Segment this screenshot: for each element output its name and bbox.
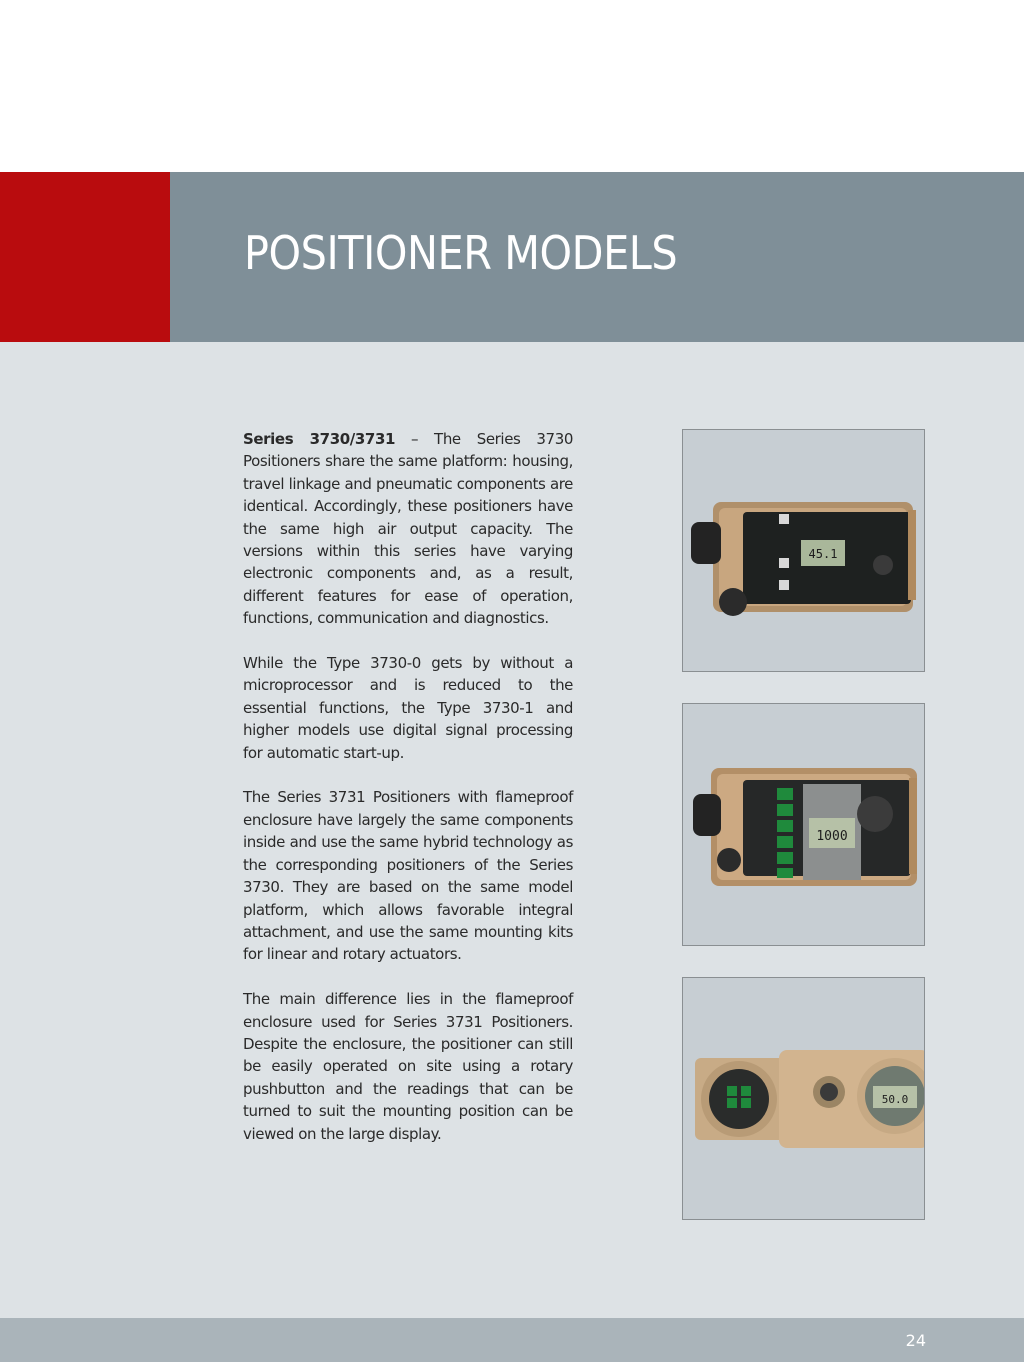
paragraph-series-intro <box>243 428 573 630</box>
paragraph-type-3730: While the Type 3730-0 gets by without a microprocessor and is reduced to the essential functions, the Type 3730-1 and higher models use digital signal processing for automatic start-up. <box>243 654 573 762</box>
photo-positioner-3730-terminals <box>682 703 925 946</box>
page-number: 24 <box>905 1331 926 1350</box>
series-lead-label: Series 3730/3731 <box>243 430 396 448</box>
photo-positioner-3731-flameproof <box>682 977 925 1220</box>
page-title: POSITIONER MODELS <box>244 226 678 280</box>
paragraph-flameproof: The main difference lies in the flameproof enclosure used for Series 3731 Positioners. Despite the enclosure, the positioner can still be easily operated on site using a rotary pushbutton and the readings that can be turned to suit the mounting position can be viewed on the large display. <box>243 990 573 1143</box>
footer-band <box>0 1318 1024 1362</box>
paragraph-1-text: – The Series 3730 Positioners share the same platform: housing, travel linkage and pneumatic components are identical. Accordingly, these positioners have the same high air output capacity. The versions within this series have varying electronic components and, as a result, different features for ease of operation, functions, communication and diagnostics. <box>243 430 573 628</box>
paragraph-series-3731: The Series 3731 Positioners with flameproof enclosure have largely the same components inside and use the same hybrid technology as the corresponding positioners of the Series 3730. They are based on the same model platform, which allows favorable integral attachment, and use the same mounting kits for linear and rotary actuators. <box>243 788 573 964</box>
photo-positioner-3730 <box>682 429 925 672</box>
display-reading-1: 45.1 <box>808 547 838 561</box>
display-reading-2: 1000 <box>816 829 848 844</box>
body-text <box>243 428 573 1167</box>
header-whitespace <box>0 0 1024 172</box>
display-reading-3: 50.0 <box>881 1093 909 1106</box>
header-red-block <box>0 172 170 342</box>
